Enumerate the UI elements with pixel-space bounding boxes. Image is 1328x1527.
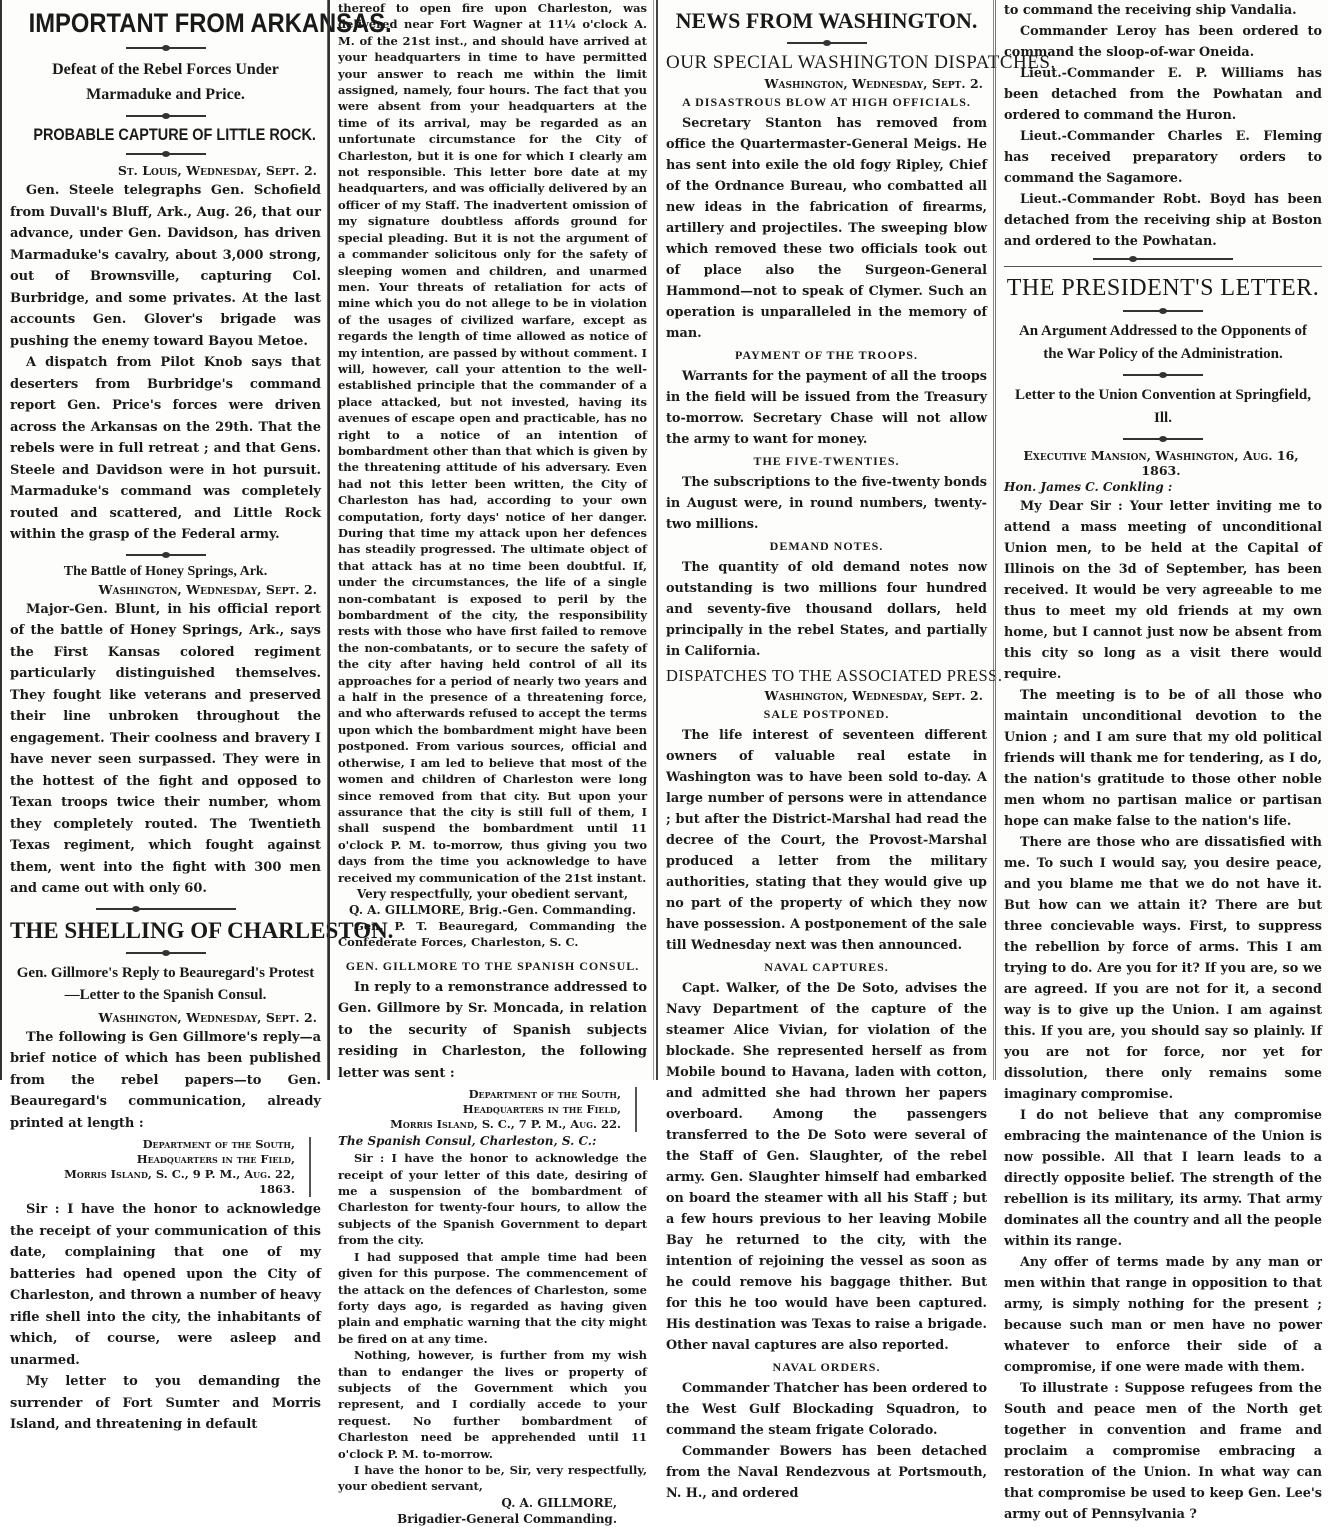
subhead-five-twenties: THE FIVE-TWENTIES. (753, 454, 900, 468)
headline-arkansas: IMPORTANT FROM ARKANSAS. (28, 8, 392, 38)
paragraph: The quantity of old demand notes now outstanding is two millions four hundred and seventy-five thousand dollars, held principally in the rebel States, and partially in California. (666, 560, 987, 659)
divider-rule (96, 908, 236, 910)
paragraph: I do not believe that any compromise embracing the maintenance of the Union is now possible. All that I learn leads to a directly opposite belief. The strength of the rebellion is its military, its army. That army dominates all the country and all the people within its range. (1004, 1108, 1322, 1249)
subhead-payment-troops: PAYMENT OF THE TROOPS. (735, 348, 918, 362)
paragraph: The following is Gen Gillmore's reply—a brief notice of which has been published from the rebel papers—to Gen. Beauregard's communication, already printed at length : (10, 1029, 321, 1131)
divider-rule (1123, 438, 1203, 440)
addressee-beauregard: Gen. P. T. Beauregard, Commanding the Confederate Forces, Charleston, S. C. (338, 918, 647, 950)
letterhead-morris-island (50, 1137, 311, 1197)
letterhead-line: Headquarters in the Field, (136, 1152, 295, 1166)
article-spanish-consul-intro (338, 977, 647, 1085)
paragraph: To illustrate : Suppose refugees from the South and peace men of the North get together in convention and frame and proclaim a compromise embracing a restoration of the Union. In what way can that compromise be used to keep Gen. Lee's army out of Pennsylvania ? (1004, 1381, 1322, 1522)
paragraph: The subscriptions to the five-twenty bonds in August were, in round numbers, twenty-two millions. (666, 475, 987, 532)
headline-shelling-charleston: THE SHELLING OF CHARLESTON. (10, 917, 394, 943)
paragraph: My letter to you demanding the surrender of Fort Sumter and Morris Island, and threatening in default (10, 1374, 321, 1432)
letterhead-line: Department of the South, (468, 1087, 621, 1102)
subhead-disastrous-blow: A DISASTROUS BLOW AT HIGH OFFICIALS. (682, 95, 971, 109)
divider-rule (126, 115, 206, 117)
deck-union-convention: Letter to the Union Convention at Springfield, Ill. (1015, 387, 1311, 426)
paragraph: In reply to a remonstrance addressed to Gen. Gillmore by Sr. Moncada, in relation to the security of Spanish subjects residing in Charleston, the following letter was sent : (338, 979, 647, 1081)
paragraph: Warrants for the payment of all the troops in the field will be issued from the Treasury to-morrow. Secretary Chase will not allow the army to want for money. (666, 369, 987, 447)
article-honey-springs-body (10, 599, 321, 900)
paragraph: Lieut.-Commander Charles E. Fleming has received preparatory orders to command the Sagamore. (1004, 129, 1322, 186)
subhead-spanish-consul: GEN. GILLMORE TO THE SPANISH CONSUL. (345, 958, 640, 973)
subhead-naval-orders: NAVAL ORDERS. (772, 1360, 881, 1374)
paragraph: Secretary Stanton has removed from office the Quartermaster-General Meigs. He has sent into exile the old fogy Ripley, Chief of the Ordnance Bureau, who combatted all new ideas in the fabrication of firearms, artillery and projectiles. The sweeping blow which removed these two officials took out of place also the Surgeon-General Hammond—not to speak of Clymer. Such an operation is unparalleled in the memory of man. (666, 116, 987, 341)
article-charleston-letter (10, 1199, 321, 1436)
letterhead-line: Morris Island, S. C., 7 P. M., Aug. 22. (390, 1117, 621, 1132)
paragraph: Lieut.-Commander Robt. Boyd has been detached from the receiving ship at Boston and ordered to the Powhatan. (1004, 192, 1322, 249)
divider-rule (126, 153, 206, 155)
salutation-conkling: Hon. James C. Conkling : (1004, 480, 1173, 494)
deck-defeat-rebel-forces: Defeat of the Rebel Forces Under Marmaduke and Price. (52, 61, 279, 103)
subhead-naval-captures: NAVAL CAPTURES. (764, 960, 889, 974)
article-spanish-consul-letter (338, 1150, 647, 1495)
article-five-twenties (666, 472, 987, 535)
divider-rule (126, 47, 206, 49)
paragraph: My Dear Sir : Your letter inviting me to attend a mass meeting of unconditional Union men, to be held at the Capital of Illinois on the 3d of September, has been received. It would be very agreeable to me thus to meet my old friends at my own home, but I cannot just now be absent from this city so long as a visit there would require. (1004, 499, 1322, 682)
paragraph: to command the receiving ship Vandalia. (1004, 3, 1297, 18)
article-demand-notes (666, 557, 987, 662)
column-3 (656, 0, 1056, 1501)
divider-rule (1093, 258, 1233, 260)
column-4 (995, 0, 1328, 1522)
article-gillmore-letter-continued (338, 0, 647, 886)
signature-title: Brigadier-General Commanding. (397, 1511, 617, 1526)
signature-gillmore-2: Q. A. GILLMORE, (501, 1495, 617, 1510)
paragraph: A dispatch from Pilot Knob says that deserters from Burbridge's command report Gen. Price's forces were driven across the Arkansas on the 29th. That the rebels were in full retreat ; and that Gens. Steele and Davidson were in hot pursuit. Marmaduke's command was completely routed and scattered, and Little Rock within the grasp of the Federal army. (10, 355, 321, 542)
subhead-sale-postponed: SALE POSTPONED. (763, 707, 890, 721)
article-naval-orders-continued (1004, 0, 1322, 252)
paragraph: Lieut.-Commander E. P. Williams has been detached from the Powhatan and ordered to command the Huron. (1004, 66, 1322, 123)
headline-news-washington: NEWS FROM WASHINGTON. (675, 8, 978, 33)
article-payment-troops (666, 366, 987, 450)
dateline-washington: Washington, Wednesday, Sept. 2. (98, 581, 317, 597)
presidents-letter-section (1004, 266, 1322, 1525)
deck-special-dispatches: OUR SPECIAL WASHINGTON DISPATCHES. (666, 52, 1056, 73)
divider-rule (126, 952, 206, 954)
paragraph: I have the honor to be, Sir, very respectfully, your obedient servant, (338, 1462, 647, 1494)
paragraph: Sir : I have the honor to acknowledge the receipt of your letter of this date, desiring of me a suspension of the bombardment of Charleston for twenty-four hours, to allow the subjects of the Spanish Government to depart from the city. (338, 1151, 647, 1248)
closing-line: Very respectfully, your obedient servant, (356, 886, 629, 901)
paragraph: The meeting is to be of all those who maintain unconditional devotion to the Union ; and I am sure that my old political friends will thank me for tendering, as I do, the nation's gratitude to those other noble men whom no partisan malice or partisan hope can make false to the nation's life. (1004, 688, 1322, 829)
divider-rule (1123, 310, 1203, 312)
article-disastrous-blow (666, 113, 987, 344)
paragraph: There are those who are dissatisfied with me. To such I would say, you desire peace, and you blame me that we do not have it. But how can we attain it? There are but three concievable ways. First, to suppress the rebellion by force of arms. This I am trying to do. Are you for it? If you are, so we are agreed. If you are not for it, a second way is to give up the Union. I am against this. If you are, you should say so plainly. If you are not for force, nor yet for dissolution, there only remains some imaginary compromise. (1004, 835, 1322, 1102)
divider-rule (1123, 374, 1203, 376)
dateline-washington: Washington, Wednesday, Sept. 2. (98, 1009, 317, 1025)
headline-presidents-letter: THE PRESIDENT'S LETTER. (1006, 275, 1320, 301)
deck-argument: An Argument Addressed to the Opponents of the War Policy of the Administration. (1018, 323, 1308, 362)
letterhead-line: Headquarters in the Field, (462, 1102, 621, 1117)
dateline-executive-mansion: Executive Mansion, Washington, Aug. 16, 1863. (1023, 448, 1299, 478)
paragraph: Any offer of terms made by any man or men within that range in opposition to that army, is simply nothing for the present ; because such man or men have no power whatever to enforce their side of a compromise, if one were made with them. (1004, 1255, 1322, 1375)
paragraph: Capt. Walker, of the De Soto, advises the Navy Department of the capture of the steamer Alice Vivian, for violation of the blockade. She represented herself as from Mobile bound to Havana, laden with cotton, and admitted she had thrown her papers overboard. Among the passengers transferred to the De Soto were several of the Staff of Gen. Slaughter, of the rebel army. Gen. Slaughter himself had embarked on board the steamer with all his Staff ; but a few hours previous to her leaving Mobile Bay he returned to the city, with the intention of rejoining the vessel as soon as he could remove his baggage thither. But for this he too would have been captured. His destination was Texas to raise a brigade. Other naval captures are also reported. (666, 981, 987, 1353)
paragraph: Commander Bowers has been detached from the Naval Rendezvous at Portsmouth, N. H., and ordered (666, 1444, 987, 1501)
paragraph: Sir : I have the honor to acknowledge the receipt of your communication of this date, complaining that one of my batteries had opened upon the City of Charleston, and thrown a number of heavy rifle shell into the city, the inhabitants of which, of course, were asleep and unarmed. (10, 1202, 321, 1368)
article-sale-postponed (666, 725, 987, 956)
paragraph: Commander Thatcher has been ordered to the West Gulf Blockading Squadron, to command the steam frigate Colorado. (666, 1381, 987, 1438)
letterhead-line: Morris Island, S. C., 9 P. M., Aug. 22, 1863. (64, 1167, 295, 1196)
dateline-washington: Washington, Wednesday, Sept. 2. (764, 688, 983, 703)
letterhead-line: Department of the South, (142, 1137, 295, 1151)
subhead-honey-springs: The Battle of Honey Springs, Ark. (63, 563, 268, 579)
dateline-washington: Washington, Wednesday, Sept. 2. (764, 76, 983, 91)
addressee (338, 918, 647, 951)
divider-rule (787, 42, 867, 44)
article-presidents-letter-body (1004, 496, 1322, 1525)
paragraph: Nothing, however, is further from my wish than to endanger the lives or property of subjects of the Government which you represent, and I cordially accede to your request. No further bombardment of Charleston need be apprehended until 11 o'clock P. M. to-morrow. (338, 1348, 647, 1461)
subhead-demand-notes: DEMAND NOTES. (769, 539, 884, 553)
column-2 (328, 0, 654, 1526)
deck-little-rock: PROBABLE CAPTURE OF LITTLE ROCK. (33, 125, 316, 144)
paragraph: I had supposed that ample time had been given for this purpose. The commencement of the attack on the defences of Charleston, some forty days ago, is regarded as having given plain and emphatic warning that the city might be fired on at any time. (338, 1249, 647, 1346)
paragraph: Gen. Steele telegraphs Gen. Schofield from Duvall's Bluff, Ark., Aug. 26, that our advance, under Gen. Davidson, has driven Marmaduke's cavalry, about 3,000 strong, out of Brownsville, capturing Col. Burbridge, and some privates. At the last accounts Gen. Glover's brigade was pushing the enemy toward Bayou Metoe. (10, 183, 321, 349)
paragraph: Major-Gen. Blunt, in his official report of the battle of Honey Springs, Ark., says the First Kansas colored regiment particularly distinguished themselves. They fought like veterans and preserved their line unbroken throughout the engagement. Their coolness and bravery I have never seen surpassed. They were in the hottest of the fight and opposed to Texan troops twice their number, whom they completely routed. The Twentieth Texas regiment, which fought against them, went into the fight with 300 men and came out with only 60. (10, 601, 321, 896)
divider-rule (126, 554, 206, 556)
paragraph: thereof to open fire upon Charleston, was delivered near Fort Wagner at 11¼ o'clock A. M. of the 21st inst., and should have arrived at your headquarters in time to have permitted your answer to reach me within the limit assigned, namely, four hours. The fact that you were absent from your headquarters at the time of its arrival, may be regarded as an unfortunate circumstance for the City of Charleston, but it is one for which I clearly am not responsible. This letter bore date at my headquarters, and was officially delivered by an officer of my Staff. The inadvertent omission of my signature doubtless affords ground for special pleading. But it is not the argument of a commander solicitous only for the safety of sleeping women and children, and unarmed men. Your threats of retaliation for acts of mine which you do not allege to be in violation of the usages of civilized warfare, except as regards the length of time allowed as notice of my intention, are passed by without comment. I will, however, call your attention to the well-established principle that the commander of a place attacked, but not invested, having its avenues of escape open and practicable, has no right to a notice of an intention of bombardment other than that which is given by the threatening attitude of his adversary. Even had not this letter been written, the City of Charleston has had, according to your own computation, forty days' notice of her danger. During that time my attack upon her defences has steadily progressed. The ultimate object of that attack has at no time been doubtful. If, under the circumstances, the life of a single non-combatant is exposed to peril by the bombardment of the city, the responsibility rests with those who have first failed to remove the non-combatants, or to secure the safety of the city after having held control of all its approaches for a period of nearly two years and a half in the presence of a threatening force, and who afterwards refused to accept the terms upon which the bombardment might have been postponed. From various sources, official and otherwise, I am led to believe that most of the women and children of Charleston were long since removed from that city. But upon your assurance that the city is still full of them, I shall suspend the bombardment until 11 o'clock P. M. to-morrow, thus giving you two days from the time you acknowledge to have received my communication of the 21st instant. (338, 1, 647, 885)
column-1 (0, 0, 394, 1432)
salutation-spanish-consul: The Spanish Consul, Charleston, S. C.: (338, 1134, 597, 1149)
article-naval-orders (666, 1378, 987, 1504)
dateline-st-louis: St. Louis, Wednesday, Sept. 2. (117, 163, 317, 178)
signature-gillmore: Q. A. GILLMORE, Brig.-Gen. Commanding. (348, 902, 637, 917)
article-naval-captures (666, 978, 987, 1356)
paragraph: Commander Leroy has been ordered to command the sloop-of-war Oneida. (1004, 24, 1322, 60)
deck-gillmore-reply: Gen. Gillmore's Reply to Beauregard's Protest—Letter to the Spanish Consul. (16, 964, 315, 1003)
letterhead-morris-island-2 (378, 1087, 637, 1132)
headline-associated-press: DISPATCHES TO THE ASSOCIATED PRESS. (666, 666, 1003, 685)
paragraph: The life interest of seventeen different owners of valuable real estate in Washington was to have been sold to-day. A large number of persons were in attendance ; but after the District-Marshal had read the decree of the Court, the Provost-Marshal produced a letter from the military authorities, stating that they would give up no part of the property of which they now have possession. A postponement of the sale till Wednesday next was then announced. (666, 728, 987, 953)
article-charleston-intro (10, 1027, 321, 1135)
article-arkansas-body (10, 180, 321, 546)
